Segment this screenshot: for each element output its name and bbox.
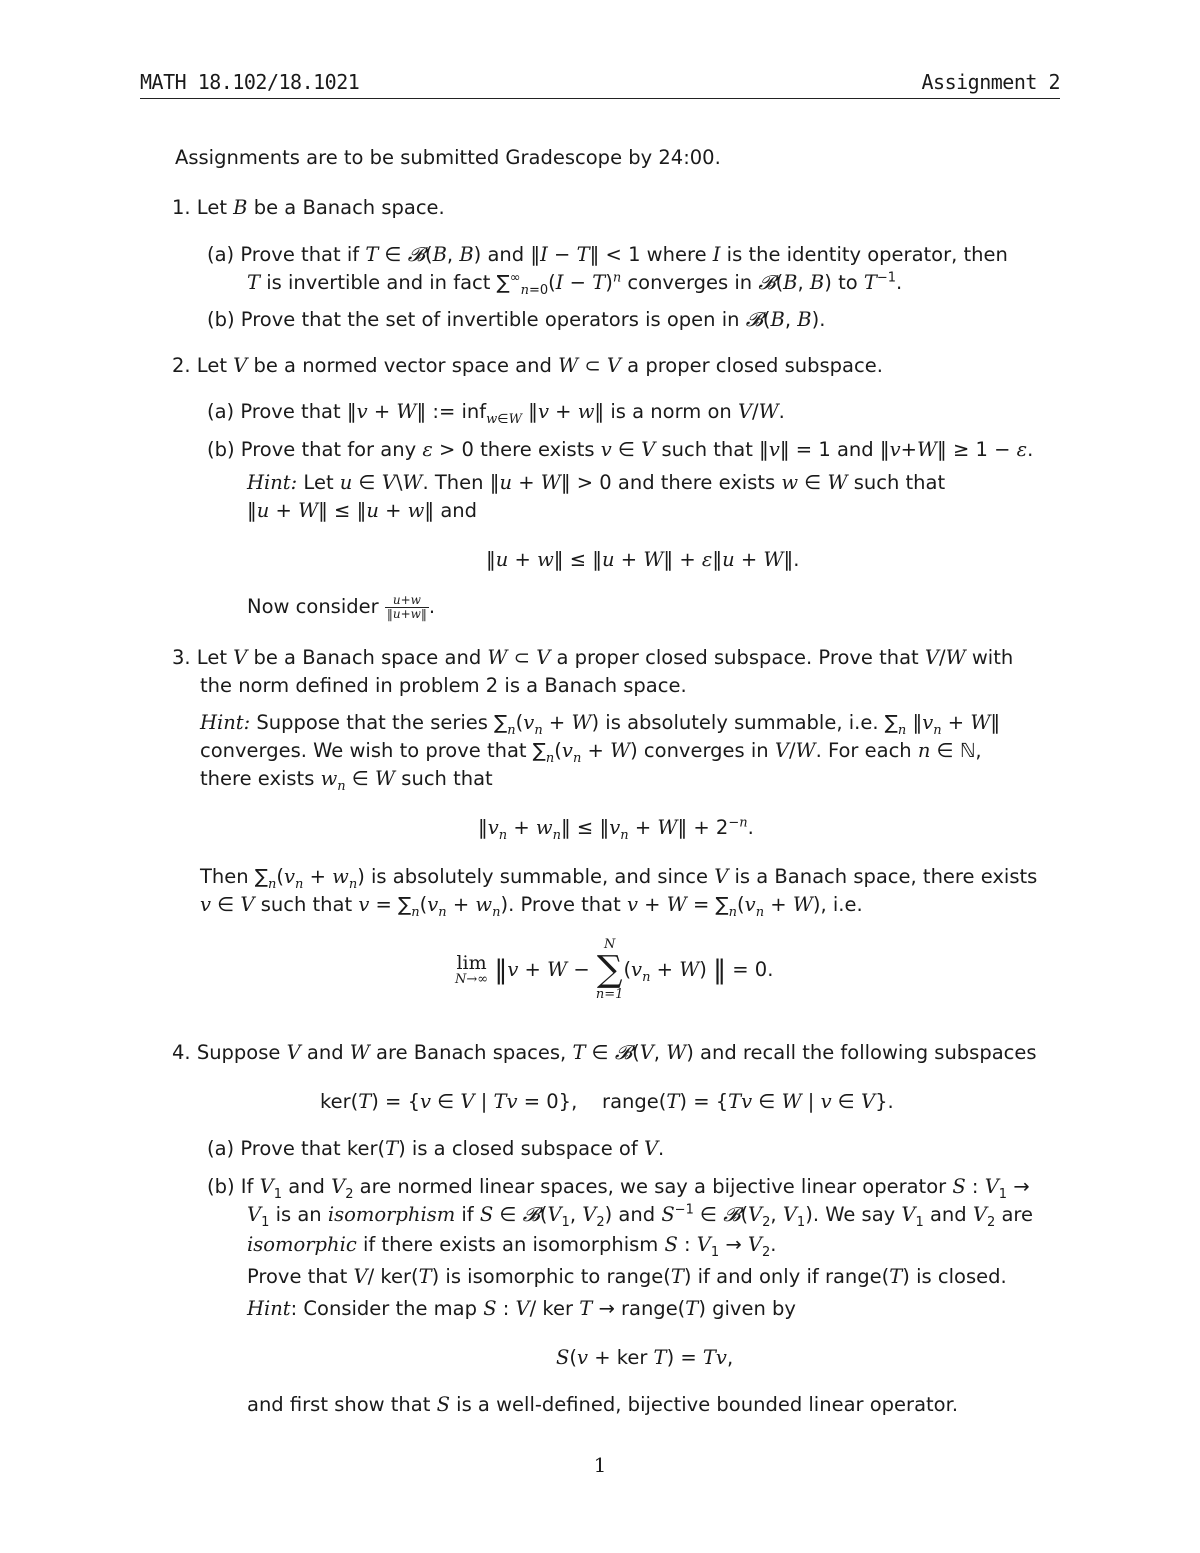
problem-2-stem: 2. Let V be a normed vector space and W ⊂ V a proper closed subspace. (172, 354, 883, 377)
problem-1-stem: 1. Let B be a Banach space. (172, 196, 445, 219)
text: is a well-defined, bijective bounded linear operator. (456, 1393, 959, 1416)
equation-ker-range: ker(T) = {v ∈ V | Tv = 0}, range(T) = {Tv ∈ W | v ∈ V}. (320, 1090, 894, 1113)
text: such that (401, 767, 493, 790)
text: be a normed vector space and (253, 354, 552, 377)
problem-3-hint-cont: converges. We wish to prove that $\sum_n(v_n + W)$ converges in V/W. For each n ∈ ℕ, (200, 739, 982, 766)
text: such that (260, 893, 353, 916)
text: and (836, 438, 874, 461)
text: are (1001, 1203, 1033, 1226)
problem-4-stem: 4. Suppose V and W are Banach spaces, T ∈ 𝓑(V, W) and recall the following subspaces (172, 1041, 1037, 1064)
term-isomorphism: isomorphism (327, 1203, 456, 1226)
problem-3-hint: Hint: Suppose that the series $\sum_n(v_n + W)$ is absolutely summable, i.e. $\sum_n$ $‖v_n$ + W‖ (200, 711, 1001, 738)
problem-2b-now-consider: Now consider $\frac{u+w}{‖u+w‖}$ . (247, 593, 436, 621)
text: is an (275, 1203, 322, 1226)
equation-inequality: ‖u + w‖ ≤ ‖u + W‖ + ε‖u + W‖. (486, 548, 800, 571)
intro-text: Assignments are to be submitted Gradescope by 24:00. (175, 146, 721, 169)
text: is a norm on (610, 400, 732, 423)
problem-number: 3. (172, 646, 191, 669)
text: Prove that (240, 400, 341, 423)
term-isomorphic: isomorphic (247, 1233, 357, 1256)
problem-4b-prove: Prove that V/ ker(T) is isomorphic to range(T) if and only if range(T) is closed. (247, 1265, 1007, 1288)
text: be a Banach space and (253, 646, 482, 669)
part-label: (a) (207, 400, 235, 423)
text: converges in (643, 739, 769, 762)
text: if there exists an isomorphism (362, 1233, 659, 1256)
text: and (288, 1175, 325, 1198)
text: . For each (815, 739, 912, 762)
text: Suppose that the series (256, 711, 488, 734)
fraction: $\frac{u+w}{‖u+w‖}$ (386, 593, 427, 621)
text: is absolutely summable, i.e. (605, 711, 879, 734)
text: Prove that (247, 1265, 348, 1288)
text: . Prove that (508, 893, 621, 916)
text: if (461, 1203, 474, 1226)
text: Prove that the set of invertible operators is open in (240, 308, 740, 331)
text: is a closed subspace of (411, 1137, 638, 1160)
text: Then (200, 865, 249, 888)
text: given by (712, 1297, 796, 1320)
text: . We say (812, 1203, 896, 1226)
text: . Then (422, 471, 484, 494)
text: is isomorphic to (445, 1265, 601, 1288)
page-number: 1 (593, 1453, 607, 1477)
problem-4b-hint: Hint: Consider the map S : V/ ker T → range(T) given by (247, 1297, 796, 1320)
problem-3-then-cont: v ∈ V such that $v = \sum_n(v_n + w_n)$. Prove that $v + W = \sum_n(v_n + W)$, i.e. (200, 893, 863, 920)
text: is a Banach space, there exists (734, 865, 1038, 888)
text: converges in (627, 271, 753, 294)
text: and first show that (247, 1393, 431, 1416)
text: Now consider (247, 595, 379, 618)
problem-4b-final: and first show that S is a well-defined, bijective bounded linear operator. (247, 1393, 959, 1416)
text: is the identity operator, then (726, 243, 1008, 266)
problem-2b-hint: Hint: Let u ∈ V\W. Then ‖u + W‖ > 0 and there exists w ∈ W such that (247, 471, 946, 494)
text: : Consider the map (290, 1297, 478, 1320)
equation-wn: $‖v_n$ + $w_n‖$ ≤ $‖v_n$ + W‖ + $2^{-n}$. (478, 815, 754, 843)
text: with (971, 646, 1014, 669)
text: if and only if (697, 1265, 819, 1288)
text: Prove that if (240, 243, 360, 266)
text: to (838, 271, 858, 294)
problem-number: 2. (172, 354, 191, 377)
problem-4a: (a) Prove that ker(T) is a closed subspace of V. (207, 1137, 665, 1160)
problem-1-stem-text: be a Banach space. (253, 196, 445, 219)
hint-label: Hint (247, 1297, 291, 1320)
hint-label: Hint: (247, 471, 298, 494)
text: Prove that for any (240, 438, 417, 461)
problem-3-hint-cont2: there exists $w_n$ ∈ W such that (200, 767, 493, 794)
text: and recall the following subspaces (700, 1041, 1037, 1064)
text: a proper closed subspace. (627, 354, 883, 377)
problem-2a: (a) Prove that ‖v + W‖ := inf$_{w\in W}$ ‖v + w‖ is a norm on V/W. (207, 400, 785, 427)
part-label: (b) (207, 308, 235, 331)
text: is closed. (916, 1265, 1007, 1288)
text: are normed linear spaces, we say a bijective linear operator (359, 1175, 947, 1198)
part-label: (a) (207, 1137, 235, 1160)
equation-map-s: S(v + ker T) = Tv, (556, 1346, 734, 1369)
text: Let (303, 471, 334, 494)
text: Suppose (196, 1041, 281, 1064)
problem-3-stem-cont: the norm defined in problem 2 is a Banach space. (200, 674, 687, 697)
text: is absolutely summable, and since (371, 865, 708, 888)
course-title: MATH 18.102/18.1021 (140, 70, 360, 94)
text: such that (661, 438, 753, 461)
problem-number: 1. (172, 196, 191, 219)
part-label: (b) (207, 1175, 235, 1198)
problem-4b-cont: $V_1$ is an isomorphism if S ∈ $𝓑(V_1$, $V_2$) and $S^{-1}$ ∈ $𝓑(V_2$, $V_1$). We say $V_1$ and $V_2$ are (247, 1202, 1033, 1230)
text: Prove that (240, 1137, 341, 1160)
problem-1b: (b) Prove that the set of invertible operators is open in 𝓑(B, B). (207, 308, 826, 331)
equation-limit: lim N→∞ ‖v + W − N ∑ n=1 $(v_n + W)$ ‖ = 0. (455, 937, 774, 1002)
text: and (618, 1203, 656, 1226)
hint-label: Hint: (200, 711, 251, 734)
text: and (306, 1041, 344, 1064)
text: there exists (200, 767, 315, 790)
text: such that (853, 471, 946, 494)
problem-number: 4. (172, 1041, 191, 1064)
part-label: (b) (207, 438, 235, 461)
assignment-title: Assignment 2 (921, 70, 1060, 94)
text: is invertible and in fact (266, 271, 491, 294)
text: and there exists (617, 471, 776, 494)
text: converges. We wish to prove that (200, 739, 527, 762)
problem-2b-hint-cont: ‖u + W‖ ≤ ‖u + w‖ and (247, 499, 478, 522)
text: and (929, 1203, 967, 1226)
text: there exists (480, 438, 595, 461)
problem-3-then: Then $\sum_n(v_n + w_n)$ is absolutely summable, and since V is a Banach space, there exists (200, 865, 1038, 892)
page-header (140, 70, 1060, 99)
problem-1a-cont: T is invertible and in fact $\sum^\infty_{n=0}(I - T)^n$ converges in 𝓑(B, B) to $T^{-1}$. (247, 270, 903, 298)
text: where (646, 243, 707, 266)
text: If (240, 1175, 254, 1198)
problem-4b: (b) If $V_1$ and $V_2$ are normed linear spaces, we say a bijective linear operator S : $V_1$ → (207, 1175, 1030, 1202)
problem-3-stem: 3. Let V be a Banach space and W ⊂ V a proper closed subspace. Prove that V/W with (172, 646, 1014, 669)
problem-1a: (a) Prove that if T ∈ 𝓑(B, B) and ‖I − T‖ < 1 where I is the identity operator, then (207, 243, 1008, 266)
problem-4b-cont2: isomorphic if there exists an isomorphism S : $V_1 \to V_2$. (247, 1233, 777, 1260)
problem-2b: (b) Prove that for any ε > 0 there exists v ∈ V such that ‖v‖ = 1 and ‖v+W‖ ≥ 1 − ε. (207, 438, 1034, 461)
text: are Banach spaces, (376, 1041, 567, 1064)
part-label: (a) (207, 243, 235, 266)
text: and (440, 499, 478, 522)
text: , i.e. (820, 893, 863, 916)
text: a proper closed subspace. Prove that (556, 646, 919, 669)
